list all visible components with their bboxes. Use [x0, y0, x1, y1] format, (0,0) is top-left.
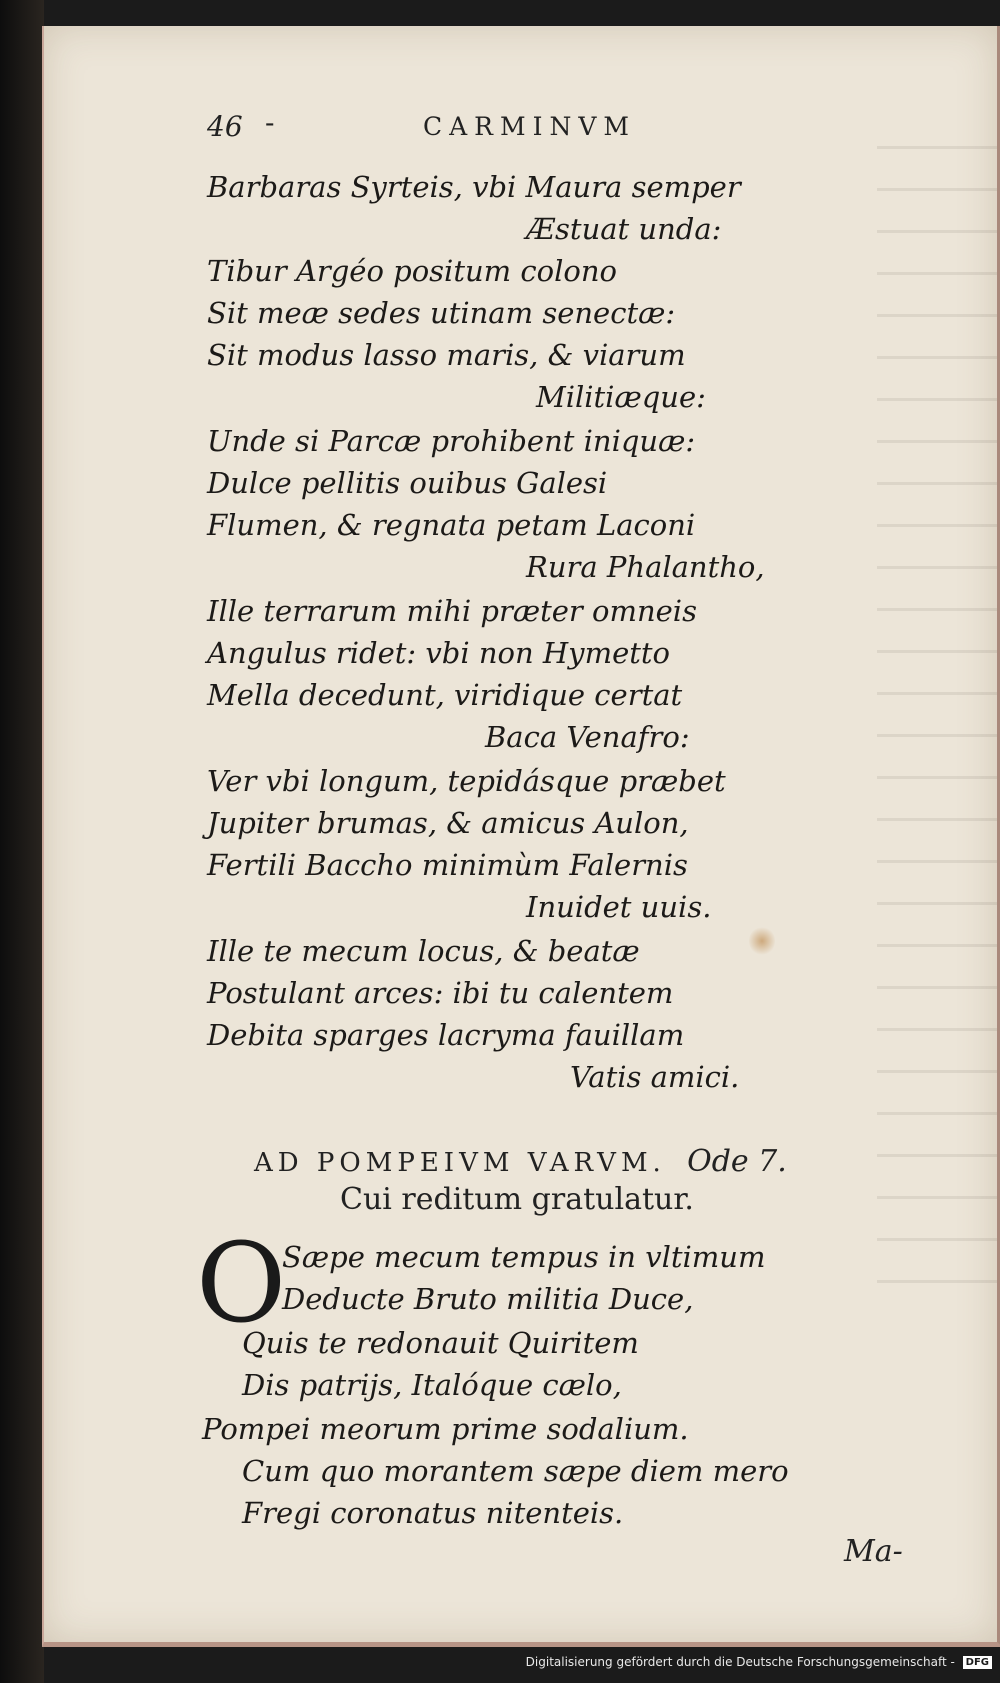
ode-line: Fregi coronatus nitenteis. — [242, 1496, 624, 1530]
verse-line: Postulant arces: ibi tu calentem — [207, 976, 674, 1010]
verse-line: Rura Phalantho, — [526, 550, 765, 584]
verse-line: Sit modus lasso maris, & viarum — [207, 338, 686, 372]
drop-cap: O — [196, 1219, 287, 1347]
verse-line: Barbaras Syrteis, vbi Maura semper — [207, 170, 741, 204]
ode-line: Sæpe mecum tempus in vltimum — [282, 1240, 766, 1274]
verse-line: Vatis amici. — [570, 1060, 740, 1094]
ode-title: AD POMPEIVM VARVM. — [254, 1148, 666, 1178]
verse-line: Ver vbi longum, tepidásque præbet — [207, 764, 726, 798]
page-number: 46 — [207, 110, 243, 143]
paper-stain — [749, 926, 775, 956]
ode-subtitle: Cui reditum gratulatur. — [340, 1182, 694, 1217]
verse-line: Æstuat unda: — [526, 212, 722, 246]
ode-heading — [254, 1144, 787, 1179]
ode-line: Quis te redonauit Quiritem — [242, 1326, 639, 1360]
dfg-logo: DFG — [963, 1656, 992, 1669]
header-marker: - — [265, 106, 275, 139]
verse-line: Jupiter brumas, & amicus Aulon, — [207, 806, 689, 840]
page-header — [207, 104, 907, 164]
digitization-credit — [526, 1655, 992, 1679]
verse-line: Ille te mecum locus, & beatæ — [207, 934, 640, 968]
verse-line: Fertili Baccho minimùm Falernis — [207, 848, 688, 882]
ode-line: Dis patrijs, Italóque cælo, — [242, 1368, 622, 1402]
running-head: CARMINVM — [423, 112, 637, 141]
verse-line: Tibur Argéo positum colono — [207, 254, 617, 288]
catchword: Ma- — [844, 1534, 903, 1569]
verse-line: Inuidet uuis. — [526, 890, 712, 924]
verse-line: Militiæque: — [536, 380, 706, 414]
ode-line: Deducte Bruto militia Duce, — [282, 1282, 694, 1316]
book-page — [42, 26, 1000, 1647]
verse-line: Debita sparges lacryma fauillam — [207, 1018, 685, 1052]
credit-text: Digitalisierung gefördert durch die Deutsche Forschungsgemeinschaft - — [525, 1655, 955, 1669]
ode-number: Ode 7. — [687, 1144, 787, 1179]
ode-line: Cum quo morantem sæpe diem mero — [242, 1454, 789, 1488]
verse-line: Unde si Parcæ prohibent iniquæ: — [207, 424, 696, 458]
verse-line: Flumen, & regnata petam Laconi — [207, 508, 696, 542]
verse-line: Baca Venafro: — [485, 720, 690, 754]
verse-line: Dulce pellitis ouibus Galesi — [207, 466, 608, 500]
verse-line: Angulus ridet: vbi non Hymetto — [207, 636, 670, 670]
ode-line: Pompei meorum prime sodalium. — [202, 1412, 689, 1446]
verse-line: Ille terrarum mihi præter omneis — [207, 594, 697, 628]
scan-background — [0, 0, 44, 1683]
bleed-through-text — [877, 146, 997, 1306]
verse-line: Mella decedunt, viridique certat — [207, 678, 683, 712]
verse-line: Sit meæ sedes utinam senectæ: — [207, 296, 676, 330]
